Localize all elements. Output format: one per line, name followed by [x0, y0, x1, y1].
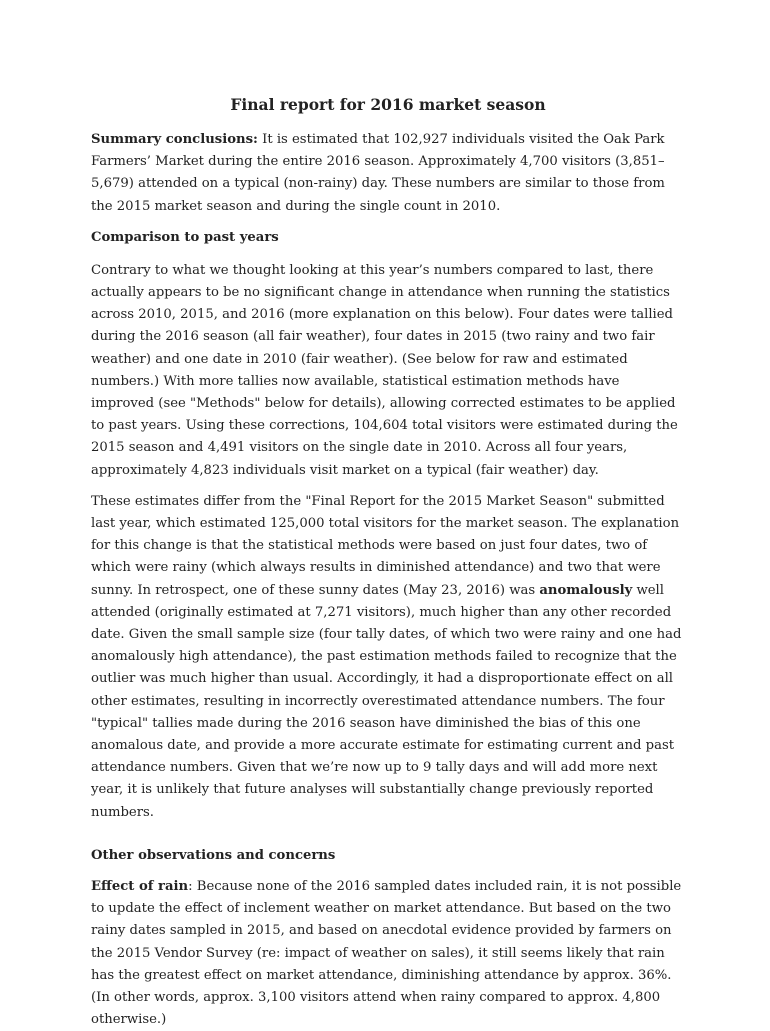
anomalously-emphasis: anomalously	[539, 582, 633, 598]
effect-of-rain-paragraph	[91, 876, 685, 1031]
summary-paragraph	[91, 129, 685, 218]
effect-of-rain-label: Effect of rain	[91, 878, 189, 894]
document-page	[91, 94, 685, 1031]
comparison-paragraph-2-start: These estimates differ from the "Final Report for the 2015 Market Season" submitted last year, which estimated 125,000 total visitors for the market season. The explanation for this change is that the statistical methods were based on just four dates, two of which were rainy (which always results in diminished attendance) and two that were sunny. In retrospect, one of these sunny dates (May 23, 2016) was	[91, 493, 680, 598]
summary-text: It is estimated that 102,927 individuals visited the Oak Park Farmers’ Market during the entire 2016 season. Approximately 4,700 visitors (3,851–5,679) attended on a typical (non-rainy) day. These numbers are similar to those from the 2015 market season and during the single count in 2010.	[91, 132, 665, 214]
comparison-heading: Comparison to past years	[91, 229, 279, 245]
comparison-paragraph-1: Contrary to what we thought looking at this year’s numbers compared to last, there actually appears to be no significant change in attendance when running the statistics across 2010, 2015, and 2016 (more explanation on this below). Four dates were tallied during the 2016 season (all fair weather), four dates in 2015 (two rainy and two fair weather) and one date in 2010 (fair weather). (See below for raw and estimated numbers.) With more tallies now available, statistical estimation methods have improved (see "Methods" below for details), allowing corrected estimates to be applied to past years. Using these corrections, 104,604 total visitors were estimated during the 2015 season and 4,491 visitors on the single date in 2010. Across all four years, approximately 4,823 individuals visit market on a typical (fair weather) day.	[91, 262, 678, 478]
document-title: Final report for 2016 market season	[230, 95, 546, 114]
comparison-paragraph-2-end: well attended (originally estimated at 7,271 visitors), much higher than any other recorded date. Given the small sample size (four tally dates, of which two were rainy and one had anomalously high attendance), the past estimation methods failed to recognize that the outlier was much higher than usual. Accordingly, it had a disproportionate effect on all other estimates, resulting in incorrectly overestimated attendance numbers. The four "typical" tallies made during the 2016 season have diminished the bias of this one anomalous date, and provide a more accurate estimate for estimating current and past attendance numbers. Given that we’re now up to 9 tally days and will add more next year, it is unlikely that future analyses will substantially change previously reported numbers.	[91, 582, 682, 820]
summary-label: Summary conclusions:	[91, 132, 258, 147]
other-observations-heading: Other observations and concerns	[91, 847, 336, 863]
effect-of-rain-text: : Because none of the 2016 sampled dates included rain, it is not possible to update the effect of inclement weather on market attendance. But based on the two rainy dates sampled in 2015, and based on anecdotal evidence provided by farmers on the 2015 Vendor Survey (re: impact of weather on sales), it still seems likely that rain has the greatest effect on market attendance, diminishing attendance by approx. 36%. (In other words, approx. 3,100 visitors attend when rainy compared to approx. 4,800 otherwise.)	[91, 878, 682, 1028]
comparison-paragraph-2	[91, 491, 685, 824]
